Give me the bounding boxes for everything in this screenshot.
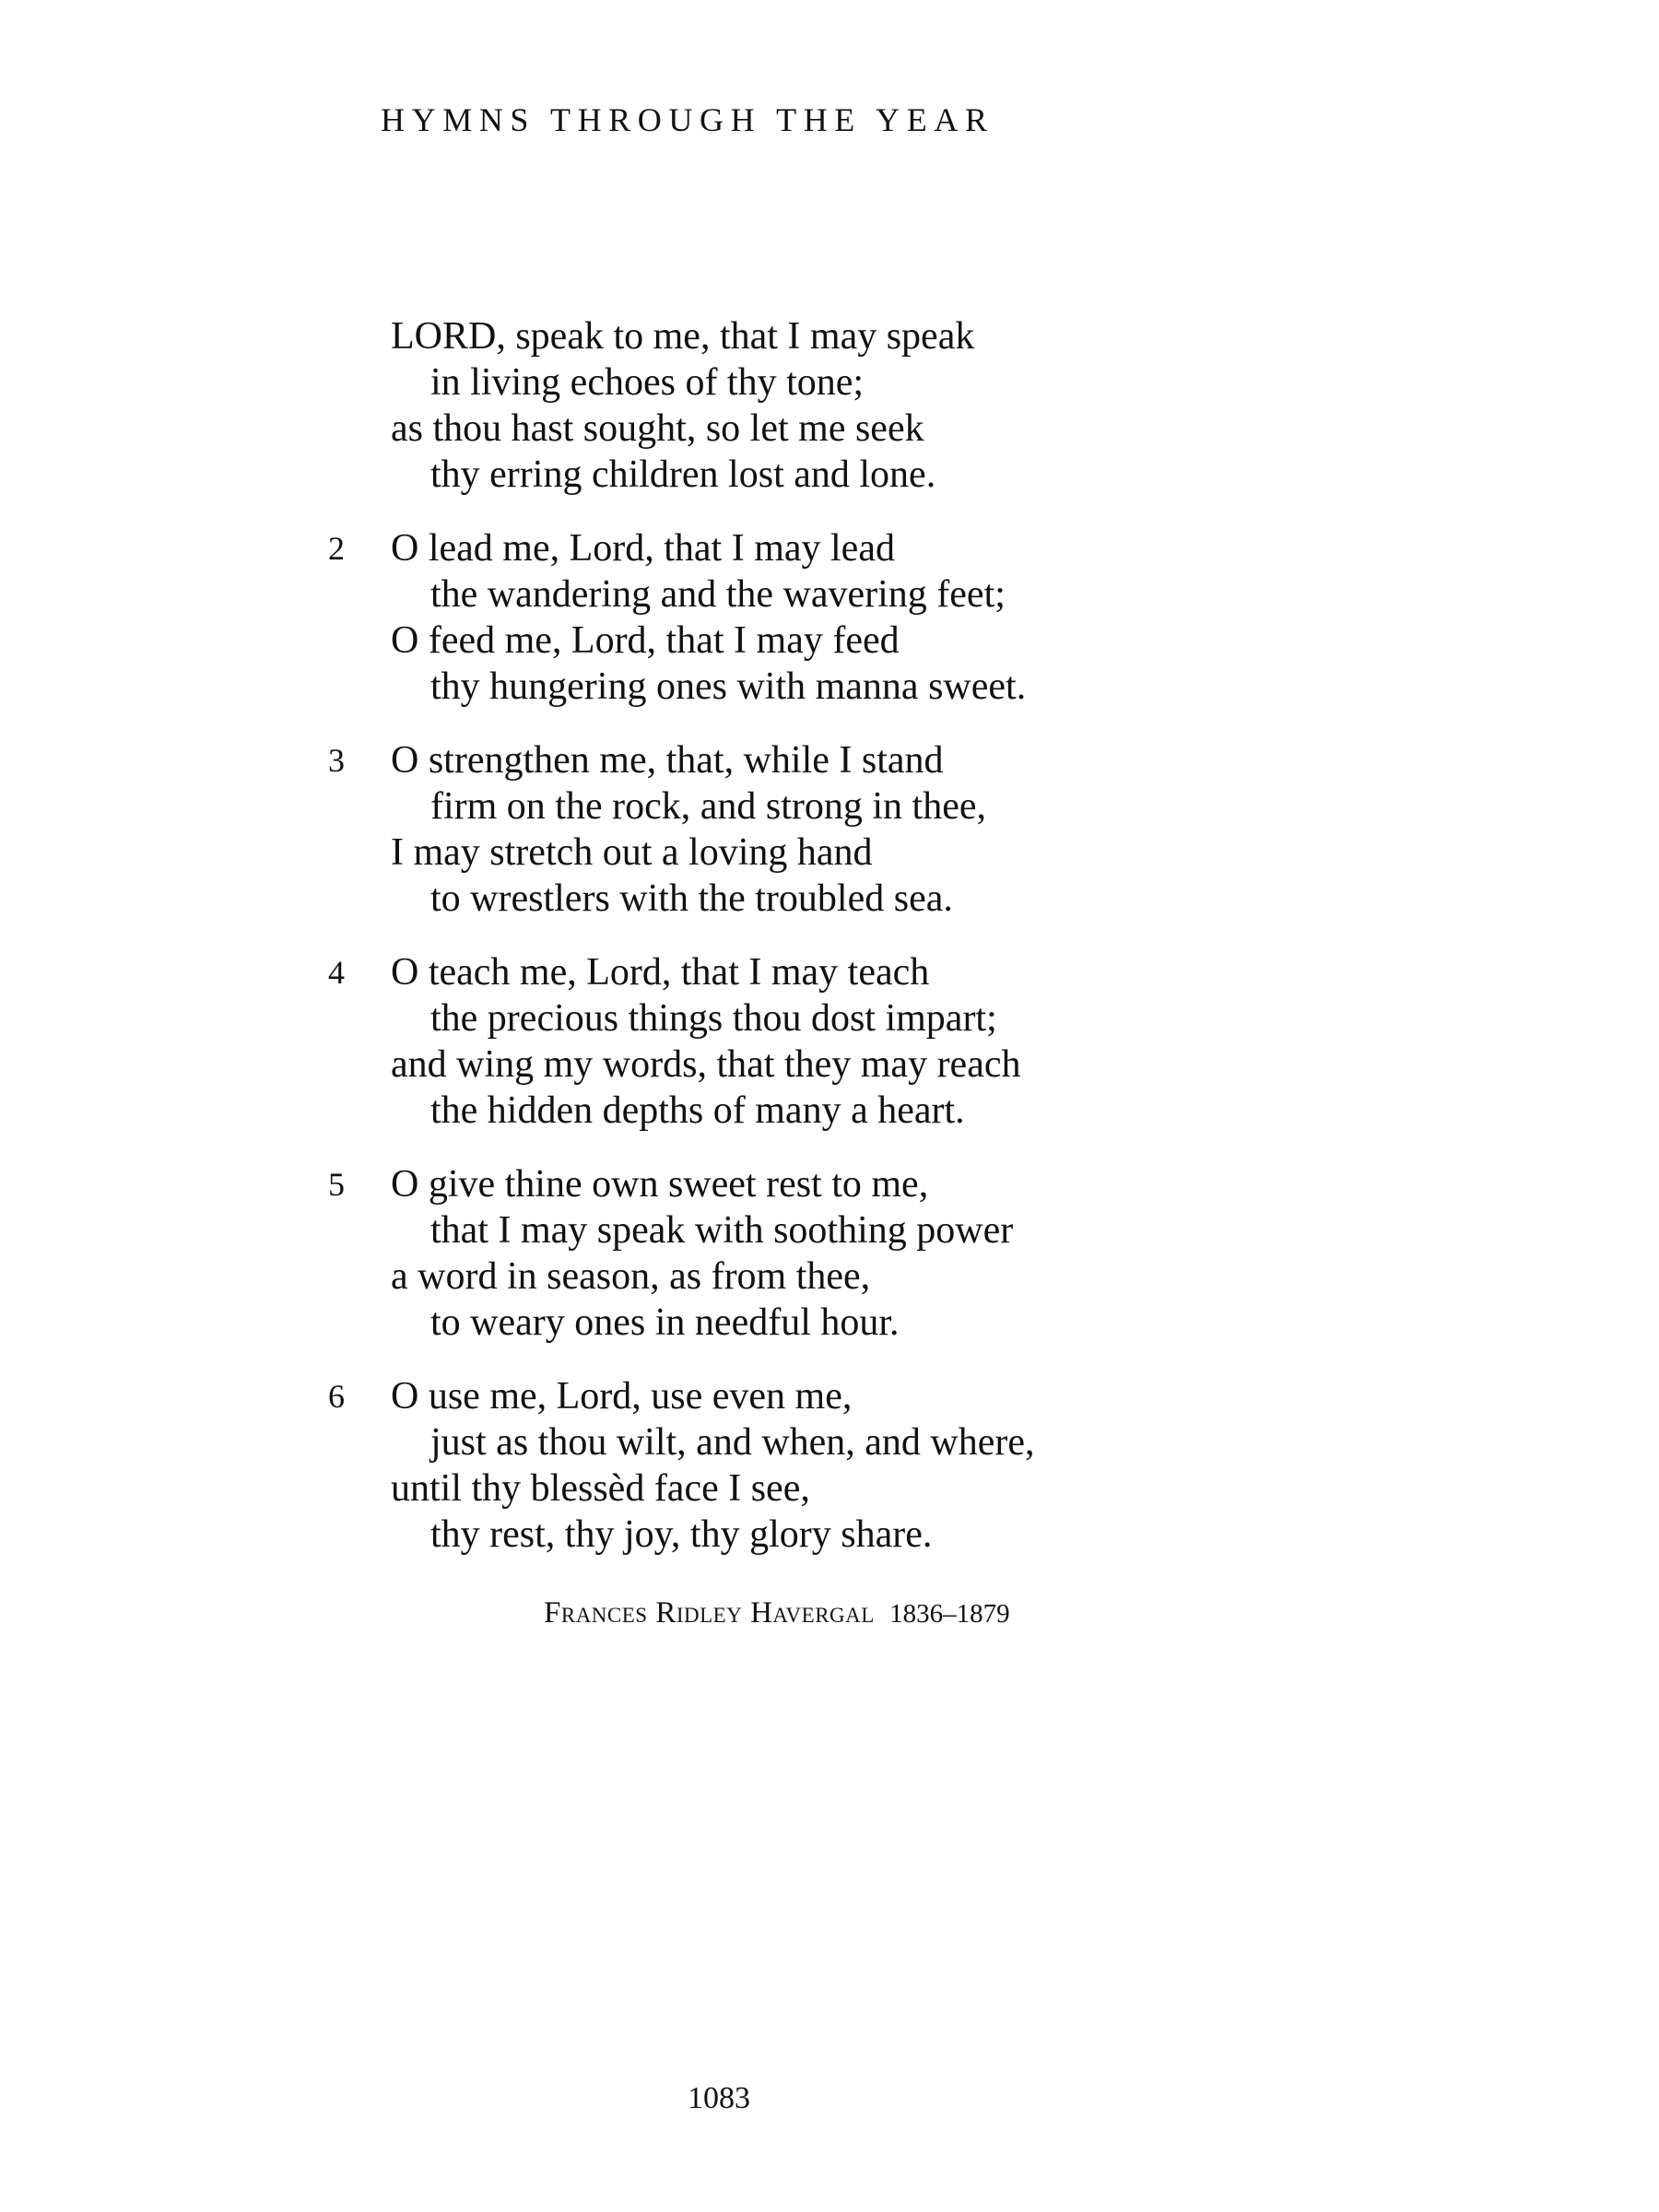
- verse-number: 3: [328, 742, 345, 779]
- verse-line: until thy blessèd face I see,: [391, 1467, 810, 1510]
- hymn-text: [0, 313, 1659, 1585]
- verse-line: the hidden depths of many a heart.: [430, 1089, 965, 1132]
- page-number: 1083: [688, 2081, 750, 2115]
- verse-number: 6: [328, 1378, 345, 1415]
- verse-line: O feed me, Lord, that I may feed: [391, 619, 900, 662]
- verse-line: O strengthen me, that, while I stand: [391, 739, 944, 782]
- verse-1: [0, 313, 1659, 498]
- verse-line: in living echoes of thy tone;: [430, 361, 865, 404]
- verse-line: to weary ones in needful hour.: [430, 1301, 900, 1344]
- verse-number: 5: [328, 1166, 345, 1203]
- verse-line: O teach me, Lord, that I may teach: [391, 951, 930, 994]
- verse-line: thy rest, thy joy, thy glory share.: [430, 1513, 933, 1556]
- verse-line: thy erring children lost and lone.: [430, 453, 936, 496]
- verse-line: just as thou wilt, and when, and where,: [430, 1421, 1035, 1464]
- verse-6: [0, 1373, 1659, 1558]
- verse-line: O lead me, Lord, that I may lead: [391, 527, 895, 570]
- verse-line: a word in season, as from thee,: [391, 1255, 871, 1298]
- verse-line: the precious things thou dost impart;: [430, 997, 997, 1040]
- verse-4: [0, 949, 1659, 1134]
- verse-number: 2: [328, 530, 345, 567]
- verse-line: firm on the rock, and strong in thee,: [430, 785, 987, 828]
- verse-line: that I may speak with soothing power: [430, 1209, 1014, 1252]
- verse-number: 4: [328, 954, 345, 991]
- verse-line: I may stretch out a loving hand: [391, 831, 873, 874]
- verse-5: [0, 1161, 1659, 1346]
- verse-line: and wing my words, that they may reach: [391, 1043, 1021, 1086]
- author-dates: 1836–1879: [889, 1599, 1010, 1629]
- verse-line: O use me, Lord, use even me,: [391, 1375, 853, 1418]
- author-name: Frances Ridley Havergal: [544, 1596, 875, 1630]
- verse-line: thy hungering ones with manna sweet.: [430, 665, 1027, 708]
- verse-line: as thou hast sought, so let me seek: [391, 407, 924, 450]
- verse-line: O give thine own sweet rest to me,: [391, 1163, 929, 1206]
- verse-3: [0, 737, 1659, 922]
- author-attribution: [544, 1598, 1010, 1629]
- verse-line: to wrestlers with the troubled sea.: [430, 877, 953, 920]
- verse-2: [0, 525, 1659, 710]
- running-head: HYMNS THROUGH THE YEAR: [381, 101, 994, 138]
- verse-line: LORD, speak to me, that I may speak: [391, 315, 975, 358]
- verse-line: the wandering and the wavering feet;: [430, 573, 1006, 616]
